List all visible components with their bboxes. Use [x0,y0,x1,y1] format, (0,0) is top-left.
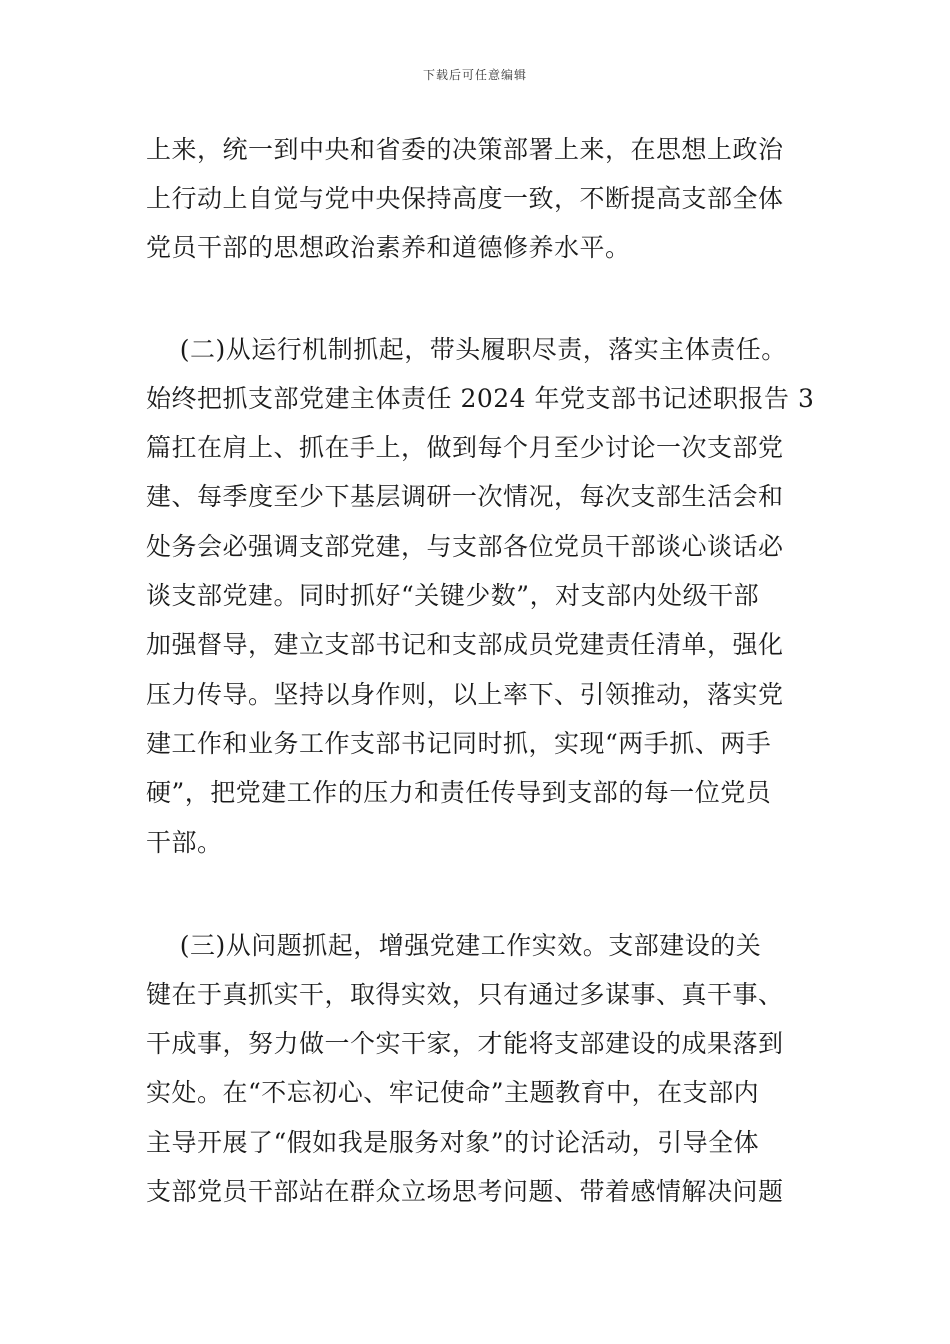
paragraph-3-line-4: 实处。在“不忘初心、牢记使命”主题教育中，在支部内 [146,1078,760,1107]
paragraph-1-line-1: 上来，统一到中央和省委的决策部署上来，在思想上政治 [146,135,784,164]
paragraph-3-line-6: 支部党员干部站在群众立场思考问题、带着感情解决问题 [146,1177,784,1206]
paragraph-3-line-2: 键在于真抓实干，取得实效，只有通过多谋事、真干事、 [146,980,784,1009]
paragraph-2-line-8: 压力传导。坚持以身作则，以上率下、引领推动，落实党 [146,680,784,709]
paragraph-2-line-4: 建、每季度至少下基层调研一次情况，每次支部生活会和 [146,482,784,511]
paragraph-2-line-10: 硬”，把党建工作的压力和责任传导到支部的每一位党员 [146,778,772,807]
paragraph-2-line-3: 篇扛在肩上、抓在手上，做到每个月至少讨论一次支部党 [146,433,784,462]
paragraph-2-line-11: 干部。 [146,828,223,857]
paragraph-3-line-5: 主导开展了“假如我是服务对象”的讨论活动，引导全体 [146,1128,760,1157]
paragraph-1-line-2: 上行动上自觉与党中央保持高度一致，不断提高支部全体 [146,184,784,213]
paragraph-2-line-6: 谈支部党建。同时抓好“关键少数”，对支部内处级干部 [146,581,760,610]
paragraph-3-line-1: (三)从问题抓起，增强党建工作实效。支部建设的关 [146,931,762,960]
paragraph-2-line-2: 始终把抓支部党建主体责任 2024 年党支部书记述职报告 3 [146,384,815,413]
paragraph-2-line-9: 建工作和业务工作支部书记同时抓，实现“两手抓、两手 [146,729,772,758]
download-note: 下载后可任意编辑 [422,68,527,82]
paragraph-2-line-1: (二)从运行机制抓起，带头履职尽责，落实主体责任。 [146,335,787,364]
paragraph-2-line-7: 加强督导，建立支部书记和支部成员党建责任清单，强化 [146,630,784,659]
paragraph-2-line-5: 处务会必强调支部党建，与支部各位党员干部谈心谈话必 [146,532,784,561]
paragraph-3-line-3: 干成事，努力做一个实干家，才能将支部建设的成果落到 [146,1029,784,1058]
paragraph-1-line-3: 党员干部的思想政治素养和道德修养水平。 [146,233,631,262]
